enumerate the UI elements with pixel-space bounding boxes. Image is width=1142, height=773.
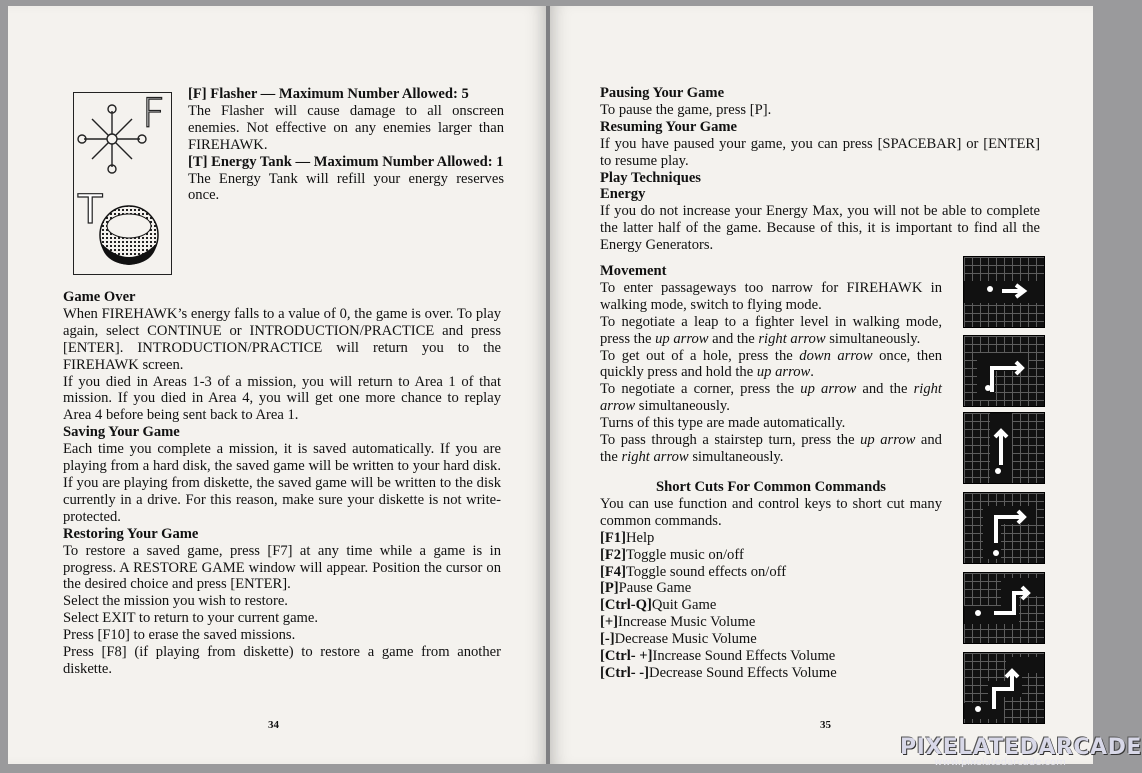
restoring-paragraph-2: Select the mission you wish to restore. bbox=[63, 593, 288, 610]
shortcut-item bbox=[600, 530, 942, 547]
shortcut-key: [F4] bbox=[600, 563, 626, 580]
movement-screenshot-1 bbox=[963, 256, 1045, 328]
shortcut-key: [P] bbox=[600, 580, 619, 597]
restoring-heading: Restoring Your Game bbox=[63, 525, 199, 542]
shortcuts-section bbox=[600, 479, 942, 682]
saving-body: Each time you complete a mission, it is saved automatically. If you are playing from a hard disk, the saved game will be written to your hard disk. If you are playing from diskette, the saved game will be written to the disk currently in a drive. For this reason, make sure your diskette is not write-protected. bbox=[63, 441, 501, 525]
powerup-descriptions bbox=[188, 86, 504, 204]
play-techniques-heading: Play Techniques bbox=[600, 169, 701, 186]
shortcut-item bbox=[600, 547, 942, 564]
shortcut-label: Increase Music Volume bbox=[618, 614, 756, 631]
shortcut-item bbox=[600, 580, 942, 597]
pausing-body: To pause the game, press [P]. bbox=[600, 101, 772, 118]
right-page-top bbox=[600, 85, 1040, 254]
game-over-heading: Game Over bbox=[63, 289, 136, 305]
watermark-url: www.pixelatedarcade.com bbox=[934, 757, 1066, 768]
left-page-body bbox=[63, 289, 501, 678]
movement-paragraph-4: To negotiate a corner, press the up arrow and the right arrow simultaneously. bbox=[600, 381, 942, 415]
flasher-heading: [F] Flasher — Maximum Number Allowed: 5 bbox=[188, 86, 469, 102]
energy-tank-body: The Energy Tank will refill your energy reserves once. bbox=[188, 170, 504, 204]
shortcut-key: [F1] bbox=[600, 529, 626, 546]
shortcut-key: [-] bbox=[600, 631, 615, 648]
left-page-number: 34 bbox=[268, 719, 279, 731]
energy-tank-icon bbox=[100, 206, 158, 265]
movement-screenshot-5 bbox=[963, 572, 1045, 644]
saving-heading: Saving Your Game bbox=[63, 424, 180, 441]
flasher-letter: F bbox=[142, 91, 166, 137]
resuming-body: If you have paused your game, you can press [SPACEBAR] or [ENTER] to resume play. bbox=[600, 135, 1040, 169]
restoring-paragraph-3: Select EXIT to return to your current game. bbox=[63, 610, 319, 627]
shortcut-item bbox=[600, 665, 942, 682]
movement-screenshot-4 bbox=[963, 492, 1045, 564]
shortcut-label: Pause Game bbox=[618, 580, 692, 597]
shortcut-label: Increase Sound Effects Volume bbox=[652, 648, 836, 665]
right-page-number: 35 bbox=[820, 719, 831, 731]
shortcut-item bbox=[600, 614, 942, 631]
shortcut-label: Toggle sound effects on/off bbox=[625, 563, 787, 580]
shortcut-label: Decrease Music Volume bbox=[614, 631, 757, 648]
restoring-paragraph-5: Press [F8] (if playing from diskette) to restore a game from another diskette. bbox=[63, 644, 501, 677]
movement-screenshot-6 bbox=[963, 652, 1045, 724]
restoring-paragraph-1: To restore a saved game, press [F7] at any time while a game is in progress. A RESTORE GAME window will appear. Position the cursor on the desired choice and press [ENTER]. bbox=[63, 542, 501, 593]
shortcut-label: Toggle music on/off bbox=[625, 546, 744, 563]
site-watermark bbox=[900, 735, 1142, 768]
movement-screenshot-2 bbox=[963, 335, 1045, 407]
shortcuts-intro: You can use function and control keys to short cut many common commands. bbox=[600, 495, 942, 529]
energy-heading: Energy bbox=[600, 186, 646, 203]
watermark-brand: PIXELATEDARCADE bbox=[900, 735, 1142, 760]
shortcut-item bbox=[600, 564, 942, 581]
energy-body: If you do not increase your Energy Max, you will not be able to complete the latter half of the game. Because of this, it is important to find all the Energy Generators. bbox=[600, 203, 1040, 254]
tank-letter: T bbox=[78, 187, 103, 233]
movement-paragraph-3: To get out of a hole, press the down arrow once, then quickly press and hold the up arrow. bbox=[600, 347, 943, 381]
powerup-icon-box bbox=[73, 92, 172, 275]
movement-paragraph-6: To pass through a stairstep turn, press the up arrow and the right arrow simultaneously. bbox=[600, 432, 942, 465]
shortcut-key: [F2] bbox=[600, 546, 626, 563]
restoring-paragraph-4: Press [F10] to erase the saved missions. bbox=[63, 627, 296, 644]
shortcut-key: [Ctrl-Q] bbox=[600, 597, 652, 614]
movement-paragraph-5: Turns of this type are made automatically. bbox=[600, 415, 846, 432]
shortcut-label: Quit Game bbox=[651, 597, 717, 614]
shortcut-key: [Ctrl- -] bbox=[600, 664, 650, 681]
movement-screenshot-3 bbox=[963, 412, 1045, 484]
flasher-icon bbox=[78, 105, 146, 173]
shortcut-key: [+] bbox=[600, 614, 619, 631]
shortcut-item bbox=[600, 648, 942, 665]
shortcut-label: Decrease Sound Effects Volume bbox=[649, 664, 837, 681]
shortcut-item bbox=[600, 597, 942, 614]
shortcut-item bbox=[600, 631, 942, 648]
game-over-paragraph-1: When FIREHAWK’s energy falls to a value of 0, the game is over. To play again, select CONTINUE or INTRODUCTION/PRACTICE and press [ENTER]. INTRODUCTION/PRACTICE will return you to the FIREHAWK screen. bbox=[63, 305, 501, 373]
resuming-heading: Resuming Your Game bbox=[600, 118, 738, 135]
shortcut-list bbox=[600, 530, 942, 682]
movement-heading: Movement bbox=[600, 263, 667, 279]
shortcut-key: [Ctrl- +] bbox=[600, 648, 653, 665]
movement-paragraph-1: To enter passageways too narrow for FIREHAWK in walking mode, switch to flying mode. bbox=[600, 279, 942, 313]
shortcuts-heading: Short Cuts For Common Commands bbox=[655, 479, 886, 495]
movement-paragraph-2: To negotiate a leap to a fighter level in walking mode, press the up arrow and the right arrow simultaneously. bbox=[600, 313, 942, 347]
energy-tank-heading: [T] Energy Tank — Maximum Number Allowed: 1 bbox=[188, 153, 504, 170]
pausing-heading: Pausing Your Game bbox=[600, 85, 725, 101]
game-over-paragraph-2: If you died in Areas 1-3 of a mission, you will return to Area 1 of that mission. If you died in Area 4, you will get one more chance to replay Area 4 before being sent back to Area 1. bbox=[63, 373, 501, 424]
movement-section bbox=[600, 263, 942, 466]
shortcut-label: Help bbox=[625, 529, 655, 546]
flasher-body: The Flasher will cause damage to all onscreen enemies. Not effective on any enemies larger than FIREHAWK. bbox=[188, 102, 504, 153]
